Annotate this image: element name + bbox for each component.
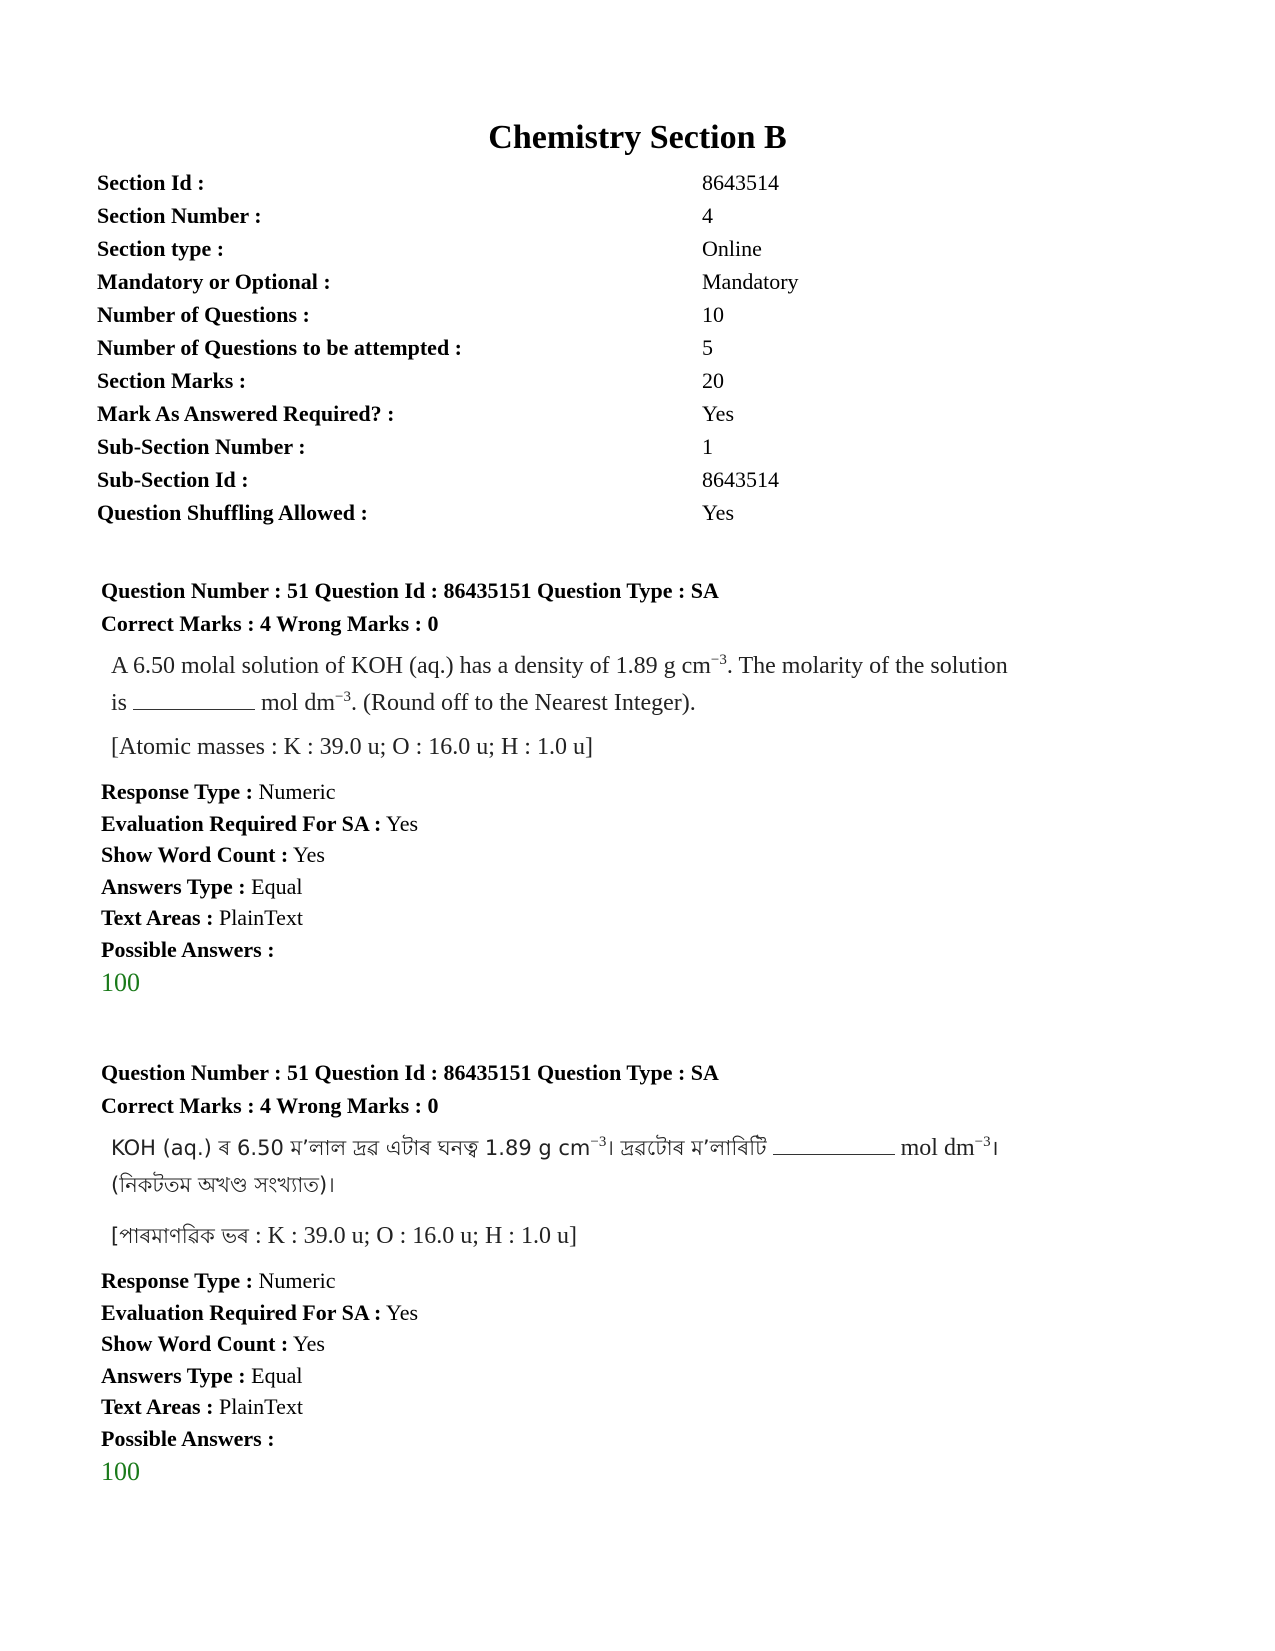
question-text-segment: A 6.50 molal solution of KOH (aq.) has a density of 1.89 g cm [111, 653, 711, 679]
question-text-segment: KOH (aq.) ৰ 6.50 ম’লাল দ্ৰৱ এটাৰ ঘনত্ব 1.89 g cm [111, 1136, 591, 1160]
info-value: Mandatory [702, 268, 799, 294]
question-text-segment: (নিকটতম অখণ্ড সংখ্যাত)। [111, 1173, 335, 1197]
info-value: Yes [702, 400, 735, 426]
response-value: Equal [245, 1362, 303, 1388]
question-line [111, 1167, 1201, 1204]
response-row [101, 776, 1201, 808]
question-line [111, 648, 1201, 685]
info-row [97, 232, 1197, 265]
response-value: Yes [288, 1331, 325, 1356]
info-row [97, 199, 1197, 232]
response-value: Yes [288, 842, 325, 867]
response-label: Possible Answers : [101, 1425, 275, 1451]
page-title: Chemistry Section B [488, 119, 787, 156]
response-row [101, 1265, 1201, 1297]
info-value: 8643514 [702, 466, 779, 492]
response-row [101, 808, 1201, 840]
info-value: 10 [702, 301, 724, 327]
info-value: 8643514 [702, 169, 779, 195]
question-header: Question Number : 51 Question Id : 86435151 Question Type : SA [101, 1060, 719, 1085]
response-label: Evaluation Required For SA : [101, 810, 382, 836]
response-value: Numeric [252, 779, 336, 804]
possible-answer: 100 [101, 968, 140, 997]
info-row [97, 496, 1197, 529]
info-row [97, 298, 1197, 331]
info-row [97, 430, 1197, 463]
info-value: 4 [702, 202, 713, 228]
info-row [97, 265, 1197, 298]
question-line [111, 1218, 1201, 1255]
info-label: Mark As Answered Required? : [97, 400, 395, 426]
response-details [101, 1265, 1201, 1490]
info-row [97, 364, 1197, 397]
response-label: Text Areas : [101, 1394, 214, 1419]
response-row [101, 902, 1201, 934]
question-marks: Correct Marks : 4 Wrong Marks : 0 [101, 611, 439, 636]
info-label: Question Shuffling Allowed : [97, 499, 368, 525]
info-row [97, 166, 1197, 199]
info-label: Number of Questions : [97, 301, 310, 327]
response-row [101, 1328, 1201, 1360]
response-value: Yes [381, 1299, 419, 1325]
response-label: Show Word Count : [101, 1331, 289, 1356]
info-value: 20 [702, 367, 724, 393]
question-text [111, 648, 1201, 766]
question-text-segment: . (Round off to the Nearest Integer). [351, 690, 696, 716]
question-line [111, 729, 1201, 766]
question-block-english [101, 574, 1201, 1001]
question-text [111, 1130, 1201, 1255]
info-row [97, 331, 1197, 364]
question-text-segment: : K : 39.0 u; O : 16.0 u; H : 1.0 u] [248, 1223, 577, 1249]
superscript: −3 [974, 1134, 991, 1150]
possible-answer: 100 [101, 1457, 140, 1486]
superscript: −3 [335, 689, 351, 705]
question-text-segment: । [990, 1136, 999, 1160]
response-row [101, 1391, 1201, 1423]
response-value: PlainText [213, 905, 303, 930]
response-row [101, 1423, 1201, 1455]
response-value: PlainText [213, 1394, 303, 1419]
superscript: −3 [710, 652, 727, 668]
info-label: Mandatory or Optional : [97, 268, 331, 294]
info-label: Sub-Section Id : [97, 466, 249, 492]
question-header: Question Number : 51 Question Id : 86435151 Question Type : SA [101, 578, 719, 603]
answer-blank [133, 691, 255, 710]
question-marks: Correct Marks : 4 Wrong Marks : 0 [101, 1093, 439, 1118]
response-details [101, 776, 1201, 1001]
response-label: Response Type : [101, 779, 253, 804]
info-label: Section Marks : [97, 367, 247, 393]
question-text-segment: [Atomic masses : K : 39.0 u; O : 16.0 u; H : 1.0 u] [111, 734, 593, 760]
question-text-segment: is [111, 690, 128, 716]
info-row [97, 397, 1197, 430]
answer-blank [773, 1136, 895, 1155]
info-label: Sub-Section Number : [97, 433, 306, 459]
response-value: Equal [245, 873, 303, 899]
response-label: Answers Type : [101, 873, 246, 899]
section-info-table [97, 166, 1197, 529]
response-row [101, 1297, 1201, 1329]
question-block-assamese [101, 1056, 1201, 1490]
question-text-segment: [পাৰমাণৱিক ভৰ [111, 1224, 249, 1248]
info-value: Yes [702, 499, 735, 525]
response-label: Evaluation Required For SA : [101, 1299, 382, 1325]
response-label: Text Areas : [101, 905, 214, 930]
info-value: Online [702, 235, 762, 261]
info-value: 5 [702, 334, 713, 360]
response-label: Possible Answers : [101, 936, 275, 962]
response-row [101, 1360, 1201, 1392]
info-label: Section Id : [97, 169, 205, 195]
info-label: Number of Questions to be attempted : [97, 334, 463, 360]
response-label: Show Word Count : [101, 842, 289, 867]
question-text-segment: mol dm [261, 690, 336, 716]
response-row [101, 839, 1201, 871]
superscript: −3 [590, 1134, 607, 1150]
response-value: Numeric [252, 1268, 336, 1293]
response-row [101, 871, 1201, 903]
question-line [111, 685, 1201, 722]
response-label: Answers Type : [101, 1362, 246, 1388]
response-value: Yes [381, 810, 419, 836]
info-row [97, 463, 1197, 496]
info-label: Section type : [97, 235, 225, 261]
question-text-segment: mol dm [900, 1135, 975, 1161]
response-row [101, 934, 1201, 966]
info-value: 1 [702, 433, 713, 459]
info-label: Section Number : [97, 202, 262, 228]
question-line [111, 1130, 1201, 1167]
response-label: Response Type : [101, 1268, 253, 1293]
question-text-segment: । দ্ৰৱটোৰ ম’লাৰিটি [606, 1136, 767, 1160]
question-text-segment: . The molarity of the solution [726, 653, 1008, 679]
